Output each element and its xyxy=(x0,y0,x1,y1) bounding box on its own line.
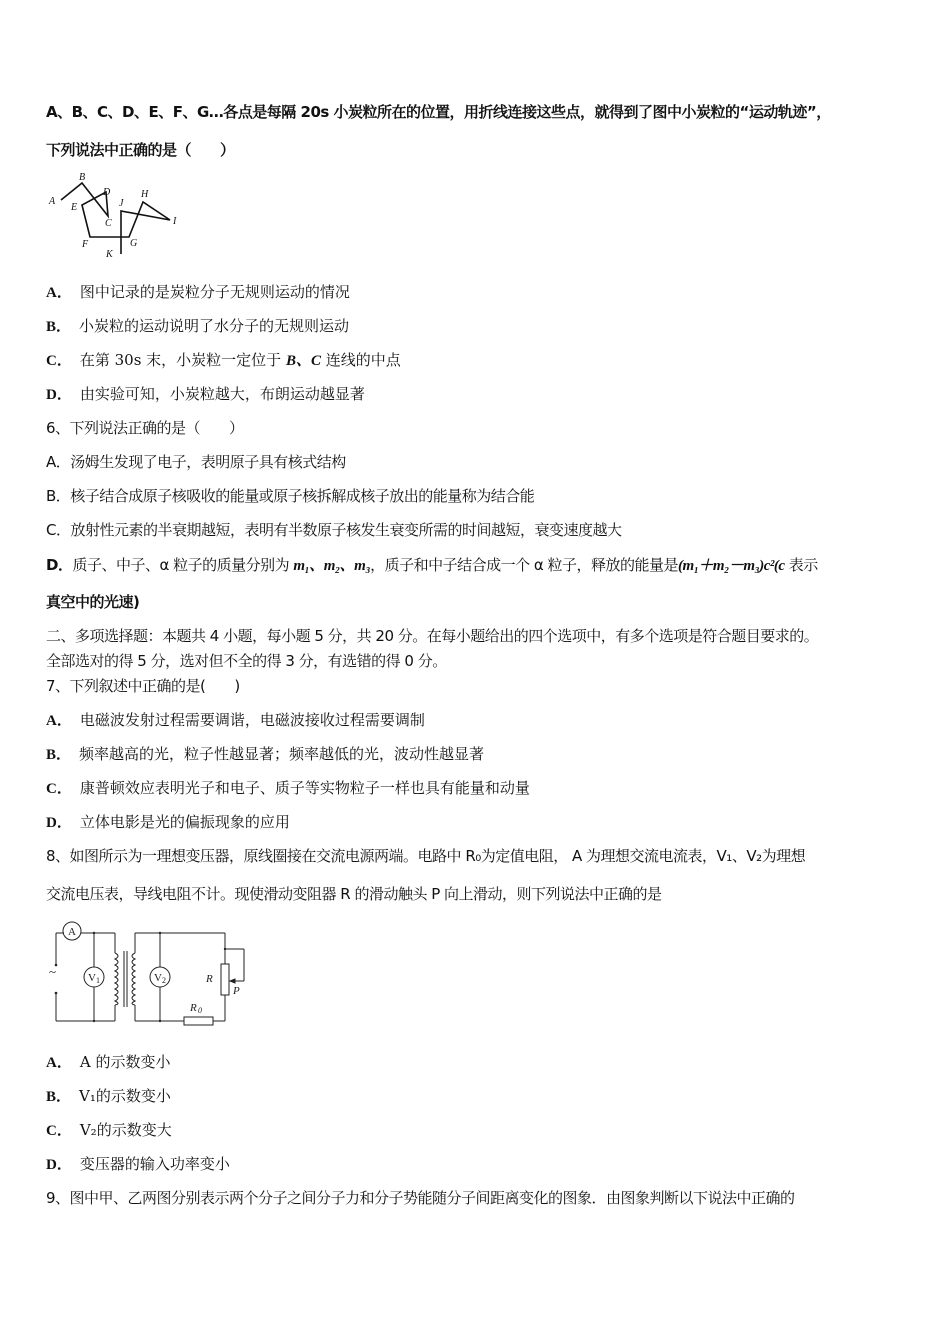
option-label: A． xyxy=(46,453,71,471)
option-text: 在第 30s 末，小炭粒一定位于 xyxy=(79,351,286,369)
svg-text:K: K xyxy=(106,249,113,260)
option-text: 图中记录的是炭粒分子无规则运动的情况 xyxy=(79,283,350,301)
option-label: B． xyxy=(46,747,72,763)
r-label: R xyxy=(206,973,213,985)
option-text: 康普顿效应表明光子和电子、质子等实物粒子一样也具有能量和动量 xyxy=(79,779,530,797)
option-label: C． xyxy=(46,521,71,539)
option-text: A 的示数变小 xyxy=(79,1053,171,1071)
transformer-circuit-figure xyxy=(40,915,260,1030)
option-label: A． xyxy=(46,1055,72,1071)
svg-text:G: G xyxy=(130,238,138,249)
v2-sub: 2 xyxy=(162,976,166,985)
q8-option-a[interactable] xyxy=(46,1052,170,1073)
ammeter-label: A xyxy=(68,926,76,938)
ac-source-icon: ~ xyxy=(49,964,57,979)
option-text: 由实验可知，小炭粒越大，布朗运动越显著 xyxy=(79,385,365,403)
option-text: 立体电影是光的偏振现象的应用 xyxy=(79,813,290,831)
option-text: 小炭粒的运动说明了水分子的无规则运动 xyxy=(79,317,350,335)
q5-option-c[interactable] xyxy=(46,350,401,371)
v2-label: V xyxy=(154,972,162,984)
q6-option-c[interactable] xyxy=(46,520,622,540)
svg-text:D: D xyxy=(103,187,111,198)
v1-sub: 1 xyxy=(96,976,100,985)
option-label: A． xyxy=(46,713,72,729)
option-label: D． xyxy=(46,387,72,403)
option-text: 变压器的输入功率变小 xyxy=(79,1155,230,1173)
masses: m₁、m₂、m₃ xyxy=(293,558,371,574)
p-label: P xyxy=(233,985,240,997)
v1-label: V xyxy=(88,972,96,984)
option-label: C． xyxy=(46,781,72,797)
option-text: V₁的示数变小 xyxy=(79,1087,171,1105)
q8-stem-line2: 交流电压表，导线电阻不计。现使滑动变阻器 R 的滑动触头 P 向上滑动，则下列说法中正确的是 xyxy=(46,885,662,903)
option-text-em: B、C xyxy=(285,353,321,369)
q6-option-d[interactable] xyxy=(46,555,818,576)
q7-option-d[interactable] xyxy=(46,812,290,833)
q9-stem: 9、图中甲、乙两图分别表示两个分子之间分子力和分子势能随分子间距离变化的图象．由图象判断以下说法中正确的 xyxy=(46,1189,795,1207)
option-label: B． xyxy=(46,487,71,505)
r0-label: R xyxy=(190,1002,197,1014)
option-label: D． xyxy=(46,815,72,831)
option-text: ，质子和中子结合成一个 α 粒子，释放的能量是 xyxy=(370,556,679,574)
q5-option-b[interactable] xyxy=(46,316,349,337)
q5-option-d[interactable] xyxy=(46,384,365,405)
svg-text:F: F xyxy=(82,239,89,250)
q8-stem-line1: 8、如图所示为一理想变压器，原线圈接在交流电源两端。电路中 R₀为定值电阻， A 为理想交流电流表，V₁、V₂为理想 xyxy=(46,847,806,865)
svg-text:I: I xyxy=(173,216,177,227)
option-label: D． xyxy=(46,1157,72,1173)
svg-text:B: B xyxy=(79,172,86,183)
q8-option-d[interactable] xyxy=(46,1154,230,1175)
r0-sub: 0 xyxy=(198,1006,202,1015)
q7-option-a[interactable] xyxy=(46,710,425,731)
q6-option-a[interactable] xyxy=(46,452,346,472)
option-text: 核子结合成原子核吸收的能量或原子核拆解成核子放出的能量称为结合能 xyxy=(70,487,535,505)
option-text: 连线的中点 xyxy=(320,351,401,369)
option-text: 表示 xyxy=(784,556,818,574)
energy-formula: (m₁＋m₂－m₃)c²(c xyxy=(678,558,785,574)
q8-option-c[interactable] xyxy=(46,1120,172,1141)
q6-stem: 6、下列说法正确的是（ ） xyxy=(46,419,244,437)
option-text: 放射性元素的半衰期越短，表明有半数原子核发生衰变所需的时间越短，衰变速度越大 xyxy=(70,521,622,539)
option-label: B． xyxy=(46,319,72,335)
option-text: V₂的示数变大 xyxy=(79,1121,172,1139)
option-label: B． xyxy=(46,1089,72,1105)
q7-option-c[interactable] xyxy=(46,778,530,799)
svg-text:H: H xyxy=(141,189,149,200)
q5-stem-line2: 下列说法中正确的是（ ） xyxy=(46,141,235,159)
svg-text:E: E xyxy=(71,202,78,213)
q7-option-b[interactable] xyxy=(46,744,484,765)
q7-stem: 7、下列叙述中正确的是( ) xyxy=(46,677,240,695)
svg-text:A: A xyxy=(49,196,56,207)
section2-line1: 二、多项选择题：本题共 4 小题，每小题 5 分，共 20 分。在每小题给出的四个选项中，有多个选项是符合题目要求的。 xyxy=(46,627,819,645)
option-text: 质子、中子、α 粒子的质量分别为 xyxy=(72,556,294,574)
q6-option-d-line2: 真空中的光速) xyxy=(46,593,140,611)
svg-text:C: C xyxy=(105,218,112,229)
option-label: C． xyxy=(46,1123,72,1139)
option-label: C． xyxy=(46,353,72,369)
q5-option-a[interactable] xyxy=(46,282,350,303)
section2-line2: 全部选对的得 5 分，选对但不全的得 3 分，有选错的得 0 分。 xyxy=(46,652,447,670)
option-text: 频率越高的光，粒子性越显著；频率越低的光，波动性越显著 xyxy=(79,745,485,763)
option-label: A． xyxy=(46,285,72,301)
option-text: 汤姆生发现了电子，表明原子具有核式结构 xyxy=(70,453,346,471)
svg-text:J: J xyxy=(119,198,124,209)
brownian-trajectory-figure xyxy=(40,165,200,265)
option-text: 电磁波发射过程需要调谐，电磁波接收过程需要调制 xyxy=(79,711,425,729)
option-label: D． xyxy=(46,556,73,574)
q5-stem-line1: A、B、C、D、E、F、G…各点是每隔 20s 小炭粒所在的位置，用折线连接这些点，就得到了图中小炭粒的“运动轨迹”， xyxy=(46,103,831,121)
q6-option-b[interactable] xyxy=(46,486,534,506)
q8-option-b[interactable] xyxy=(46,1086,171,1107)
